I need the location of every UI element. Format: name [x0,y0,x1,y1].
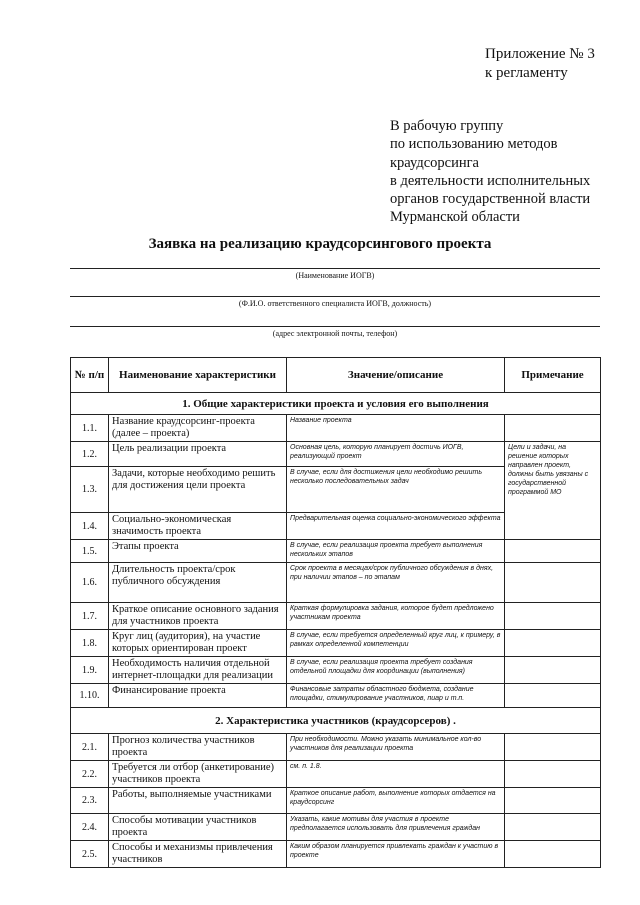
row-num: 2.3. [71,788,109,814]
fill-line-iogv [70,268,600,269]
row-name: Способы и механизмы привлечения участников [109,841,287,868]
fill-line-contact [70,326,600,327]
row-value: Предварительная оценка социально-экономического эффекта [287,513,505,540]
table-row [71,540,601,563]
row-num: 2.5. [71,841,109,868]
row-name: Краткое описание основного задания для участников проекта [109,603,287,630]
table-row [71,442,601,467]
header-value: Значение/описание [287,358,505,393]
addressee-block [390,117,590,227]
row-value: В случае, если для достижения цели необходимо решить несколько последовательных задач [287,467,505,513]
table-row [71,734,601,761]
table-row [71,684,601,708]
table-row [71,761,601,788]
table-row [71,657,601,684]
table-row [71,788,601,814]
section-row [71,708,601,734]
row-num: 2.1. [71,734,109,761]
caption-specialist: (Ф.И.О. ответственного специалиста ИОГВ, должность) [238,299,432,308]
row-note [505,563,601,603]
addressee-line: Мурманской области [390,209,520,226]
row-num: 1.8. [71,630,109,657]
row-value: Краткая формулировка задания, которое будет предложено участникам проекта [287,603,505,630]
row-name: Длительность проекта/срок публичного обсуждения [109,563,287,603]
row-name: Социально-экономическая значимость проекта [109,513,287,540]
addressee-line: краудсорсинга [390,154,479,171]
caption-iogv: (Наименование ИОГВ) [295,271,375,280]
appendix-label [485,45,595,83]
row-value: Срок проекта в месяцах/срок публичного обсуждения в днях, при наличии этапов – по этапам [287,563,505,603]
section-2-title: 2. Характеристика участников (краудсорсеров) . [71,708,601,734]
row-num: 2.4. [71,814,109,841]
row-name: Требуется ли отбор (анкетирование) участников проекта [109,761,287,788]
row-value: Краткое описание работ, выполнение которых отдается на краудсорсинг [287,788,505,814]
table-row [71,415,601,442]
row-note [505,415,601,442]
table-row [71,814,601,841]
row-value: В случае, если реализация проекта требует создания отдельной площадки для координации (выполнения) [287,657,505,684]
header-note: Примечание [505,358,601,393]
row-num: 1.9. [71,657,109,684]
row-num: 1.3. [71,467,109,513]
row-name: Задачи, которые необходимо решить для достижения цели проекта [109,467,287,513]
project-characteristics-table [70,357,601,868]
row-name: Необходимость наличия отдельной интернет-площадки для реализации [109,657,287,684]
row-note [505,841,601,868]
row-value: Название проекта [287,415,505,442]
row-value: В случае, если требуется определенный круг лиц, к примеру, в рамках определенной компетенции [287,630,505,657]
row-note [505,684,601,708]
table-row [71,630,601,657]
appendix-regulation: к регламенту [485,65,568,81]
header-name: Наименование характеристики [109,358,287,393]
row-num: 1.2. [71,442,109,467]
row-note: Цели и задачи, на решение которых направлен проект, должны быть увязаны с государственной программой МО [505,442,601,540]
row-note [505,540,601,563]
row-note [505,788,601,814]
row-num: 1.6. [71,563,109,603]
addressee-line: по использованию методов [390,136,558,153]
row-num: 1.10. [71,684,109,708]
row-note [505,603,601,630]
table-row [71,841,601,868]
row-note [505,761,601,788]
table-row [71,563,601,603]
row-name: Круг лиц (аудитория), на участие которых ориентирован проект [109,630,287,657]
row-note [505,657,601,684]
addressee-line: В рабочую группу [390,118,504,134]
row-value: При необходимости. Можно указать минимальное кол-во участников для реализации проекта [287,734,505,761]
row-note [505,814,601,841]
row-value: В случае, если реализация проекта требует выполнения нескольких этапов [287,540,505,563]
row-value: Финансовые затраты областного бюджета, создание площадки, стимулирование участников, пиар и т.п. [287,684,505,708]
header-num: № п/п [71,358,109,393]
fill-line-specialist [70,296,600,297]
addressee-line: в деятельности исполнительных [390,172,591,189]
row-value: Основная цель, которую планирует достичь ИОГВ, реализующий проект [287,442,505,467]
row-num: 1.4. [71,513,109,540]
table-row [71,603,601,630]
table-header-row [71,358,601,393]
row-name: Этапы проекта [109,540,287,563]
addressee-line: органов государственной власти [390,191,591,208]
row-num: 2.2. [71,761,109,788]
section-row [71,393,601,415]
appendix-number: Приложение № 3 [485,46,595,62]
row-name: Название краудсорсинг-проекта (далее – проекта) [109,415,287,442]
row-note [505,734,601,761]
row-num: 1.1. [71,415,109,442]
row-name: Способы мотивации участников проекта [109,814,287,841]
row-name: Цель реализации проекта [109,442,287,467]
row-num: 1.5. [71,540,109,563]
row-value: см. п. 1.8. [287,761,505,788]
caption-contact: (адрес электронной почты, телефон) [272,329,398,338]
row-value: Каким образом планируется привлекать граждан к участию в проекте [287,841,505,868]
row-value: Указать, какие мотивы для участия в проекте предполагается использовать для привлечения граждан [287,814,505,841]
row-num: 1.7. [71,603,109,630]
document-title: Заявка на реализацию краудсорсингового проекта [148,236,492,252]
row-name: Прогноз количества участников проекта [109,734,287,761]
section-1-title: 1. Общие характеристики проекта и условия его выполнения [71,393,601,415]
row-name: Работы, выполняемые участниками [109,788,287,814]
row-name: Финансирование проекта [109,684,287,708]
row-note [505,630,601,657]
